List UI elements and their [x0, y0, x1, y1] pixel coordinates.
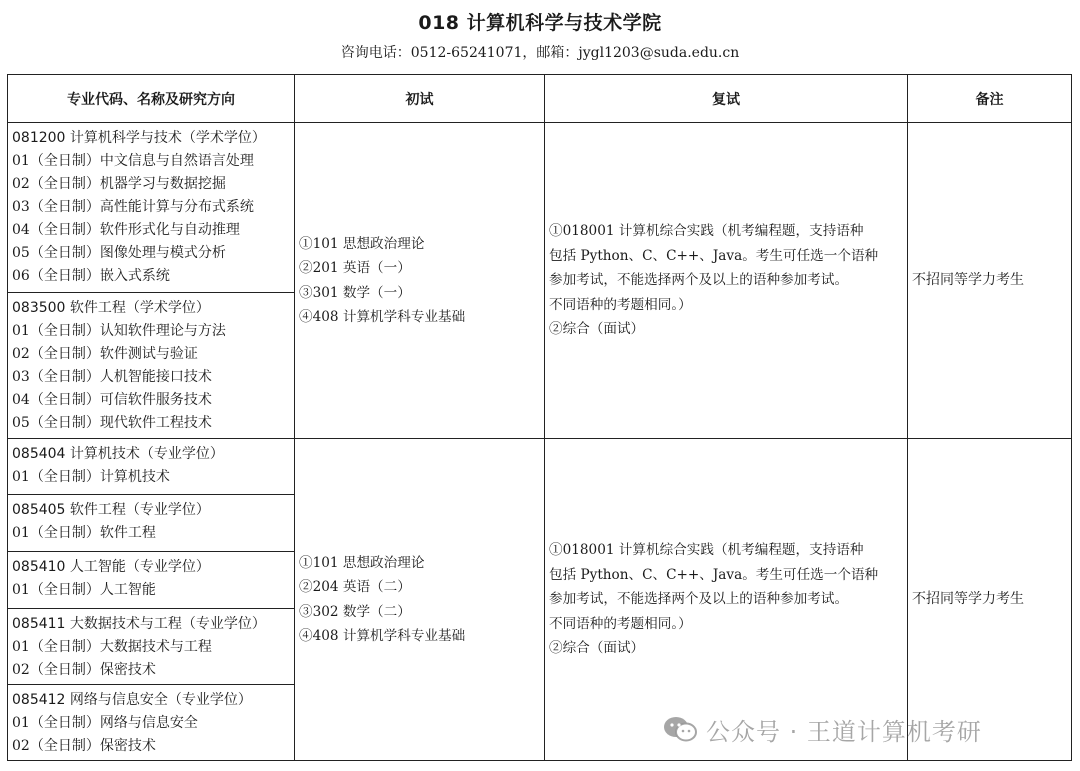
- wechat-icon: [662, 715, 698, 743]
- major-name: 085410 人工智能（专业学位）: [12, 559, 210, 575]
- direction-item: 06（全日制）嵌入式系统: [12, 268, 170, 284]
- direction-item: 05（全日制）现代软件工程技术: [12, 415, 212, 431]
- direction-item: 02（全日制）软件测试与验证: [12, 346, 198, 362]
- exam-subject: ④408 计算机学科专业基础: [299, 628, 466, 644]
- major-name: 085411 大数据技术与工程（专业学位）: [12, 616, 266, 632]
- major-name: 081200 计算机科学与技术（学术学位）: [12, 130, 266, 146]
- retest-line: 不同语种的考题相同。）: [549, 615, 692, 632]
- direction-item: 04（全日制）软件形式化与自动推理: [12, 222, 240, 238]
- retest-cell: [545, 123, 908, 439]
- column-header-exam: 初试: [295, 75, 545, 123]
- retest-line: ①018001 计算机综合实践（机考编程题，支持语种: [549, 223, 864, 240]
- retest-line: 不同语种的考题相同。）: [549, 296, 692, 313]
- major-cell: [8, 552, 295, 609]
- direction-item: 03（全日制）人机智能接口技术: [12, 369, 212, 385]
- direction-item: 01（全日制）软件工程: [12, 525, 156, 541]
- table-row: [8, 123, 1072, 293]
- exam-subject: ①101 思想政治理论: [299, 235, 425, 252]
- major-name: 085412 网络与信息安全（专业学位）: [12, 692, 252, 708]
- exam-subject: ③302 数学（二）: [299, 603, 411, 620]
- exam-subject: ①101 思想政治理论: [299, 554, 425, 571]
- retest-line: 参加考试，不能选择两个及以上的语种参加考试。: [549, 591, 849, 608]
- major-name: 085404 计算机技术（专业学位）: [12, 446, 224, 462]
- retest-line: 包括 Python、C、C++、Java。考生可任选一个语种: [549, 247, 879, 264]
- direction-item: 01（全日制）人工智能: [12, 582, 156, 598]
- note-cell: 不招同等学力考生: [908, 123, 1072, 439]
- major-name: 085405 软件工程（专业学位）: [12, 502, 210, 518]
- major-cell: [8, 685, 295, 761]
- retest-line: ②综合（面试）: [549, 640, 645, 657]
- column-header-note: 备注: [908, 75, 1072, 123]
- direction-item: 01（全日制）认知软件理论与方法: [12, 323, 226, 339]
- direction-item: 01（全日制）计算机技术: [12, 469, 170, 485]
- exam-subject: ③301 数学（一）: [299, 284, 411, 301]
- exam-subject: ②204 英语（二）: [299, 579, 411, 595]
- direction-item: 02（全日制）保密技术: [12, 738, 156, 754]
- retest-line: ②综合（面试）: [549, 321, 645, 338]
- direction-item: 05（全日制）图像处理与模式分析: [12, 245, 226, 261]
- table-row: [8, 439, 1072, 495]
- major-name: 083500 软件工程（学术学位）: [12, 300, 210, 316]
- direction-item: 02（全日制）机器学习与数据挖掘: [12, 176, 226, 192]
- direction-item: 02（全日制）保密技术: [12, 662, 156, 678]
- column-header-major: 专业代码、名称及研究方向: [8, 75, 295, 123]
- major-cell: [8, 495, 295, 552]
- exam-cell: [295, 439, 545, 761]
- major-cell: [8, 293, 295, 439]
- contact-info: 咨询电话：0512-65241071，邮箱：jygl1203@suda.edu.cn: [340, 45, 740, 61]
- exam-subject: ②201 英语（一）: [299, 260, 411, 276]
- retest-line: 参加考试，不能选择两个及以上的语种参加考试。: [549, 272, 849, 289]
- column-header-retest: 复试: [545, 75, 908, 123]
- exam-subject: ④408 计算机学科专业基础: [299, 309, 466, 325]
- direction-item: 04（全日制）可信软件服务技术: [12, 392, 212, 408]
- table-header-row: [8, 75, 1072, 123]
- direction-item: 03（全日制）高性能计算与分布式系统: [12, 199, 254, 215]
- note-cell: 不招同等学力考生: [908, 439, 1072, 761]
- page-title: 018 计算机科学与技术学院: [418, 12, 662, 34]
- watermark-text: 公众号 · 王道计算机考研: [706, 717, 982, 746]
- direction-item: 01（全日制）网络与信息安全: [12, 715, 198, 731]
- major-cell: [8, 123, 295, 293]
- major-cell: [8, 609, 295, 685]
- retest-line: 包括 Python、C、C++、Java。考生可任选一个语种: [549, 566, 879, 583]
- retest-line: ①018001 计算机综合实践（机考编程题，支持语种: [549, 542, 864, 559]
- admission-table: [7, 74, 1072, 761]
- direction-item: 01（全日制）中文信息与自然语言处理: [12, 153, 254, 169]
- direction-item: 01（全日制）大数据技术与工程: [12, 639, 212, 655]
- watermark: [662, 712, 982, 746]
- major-cell: [8, 439, 295, 495]
- exam-cell: [295, 123, 545, 439]
